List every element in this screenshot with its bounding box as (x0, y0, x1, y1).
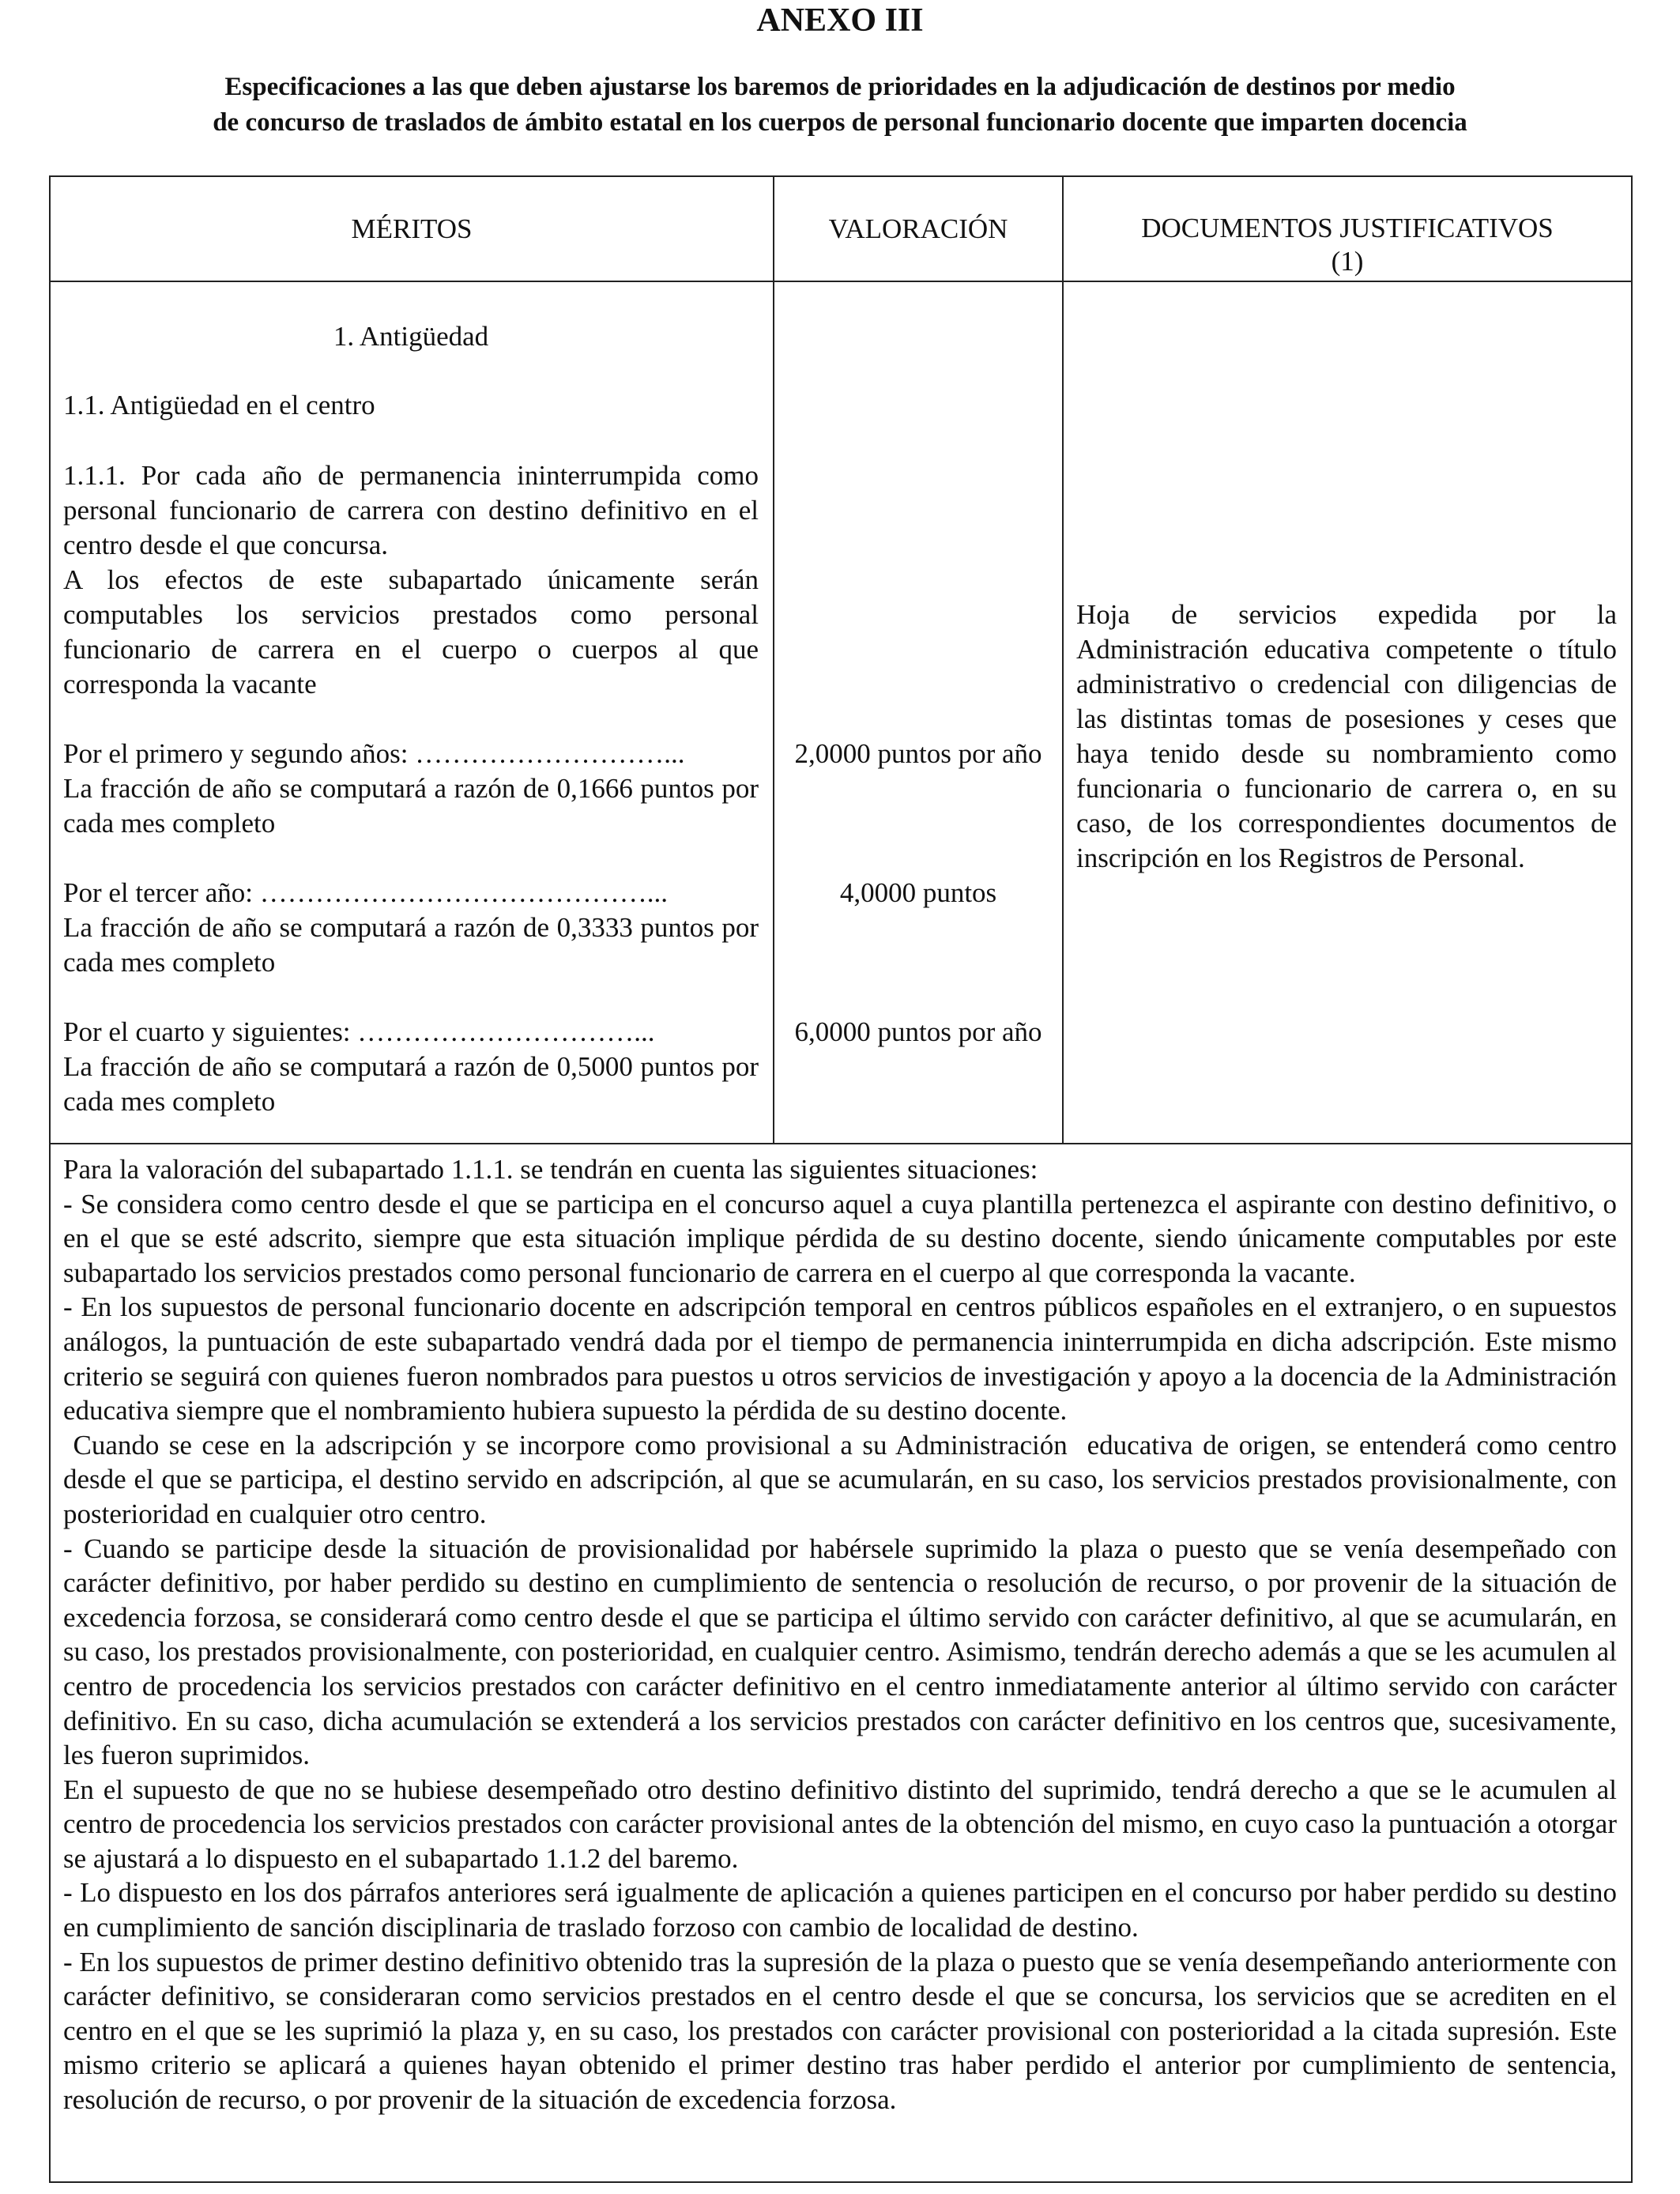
column-divider-1 (773, 175, 774, 1144)
header-documentos-label: DOCUMENTOS JUSTIFICATIVOS (1141, 213, 1554, 243)
header-divider (49, 281, 1633, 282)
notes-paragraph-4: - Cuando se participe desde la situación de provisionalidad por habérsele suprimido la plaza o puesto que se venía desempeñado con carácter definitivo, por haber perdido su destino en cumplimiento de sentencia o resolución de recurso, o por provenir de la situación de excedencia forzosa, se considerará como centro desde el que se participa el último servido con carácter definitivo, al que se acumularán, en su caso, los prestados provisionalmente, con posterioridad, en cualquier centro. Asimismo, tendrán derecho además a que se les acumulen al centro de procedencia los servicios prestados con carácter definitivo en el centro inmediatamente anterior al último servido con carácter definitivo. En su caso, dicha acumulación se extenderá a los servicios prestados con carácter definitivo en los centros que, sucesivamente, les fueron suprimidos. (63, 1532, 1617, 1771)
document-subtitle (47, 70, 1633, 141)
notes-paragraph-5: En el supuesto de que no se hubiese desempeñado otro destino definitivo distinto del suprimido, tendrá derecho a que se le acumulen al centro de procedencia los servicios prestados con carácter provisional antes de la obtención del mismo, en cuyo caso la puntuación a otorgar se ajustará a lo dispuesto en el subapartado 1.1.2 del baremo. (63, 1774, 1617, 1874)
notes-paragraph-1: - Se considera como centro desde el que se participa en el concurso aquel a cuya plantilla pertenezca el aspirante con destino definitivo, o en el que se esté adscrito, siempre que esta situación implique pérdida de su destino docente, siendo únicamente computables por este subapartado los servicios prestados como personal funcionario de carrera en el cuerpo al que corresponda la vacante. (63, 1188, 1617, 1288)
notes-paragraph-7: - En los supuestos de primer destino definitivo obtenido tras la supresión de la plaza o puesto que se venía desempeñando anteriormente con carácter definitivo, se consideraran como servicios prestados en el centro desde el que se concursa, los servicios que se acrediten en el centro en el que se les suprimió la plaza y, en su caso, los prestados con carácter provisional con posterioridad a la citada supresión. Este mismo criterio se aplicará a quienes hayan obtenido el primer destino tras haber perdido el anterior por cumplimiento de sentencia, resolución de recurso, o por provenir de la situación de excedencia forzosa. (63, 1946, 1617, 2116)
row2-fraction: La fracción de año se computará a razón de 0,3333 puntos por cada mes completo (63, 912, 759, 978)
valoracion-row1: 2,0000 puntos por año (794, 738, 1042, 769)
notes-paragraph-6: - Lo dispuesto en los dos párrafos anteriores será igualmente de aplicación a quienes participen en el concurso por haber perdido su destino en cumplimiento de sanción disciplinaria de traslado forzoso con cambio de localidad de destino. (63, 1877, 1617, 1943)
valoracion-row3: 6,0000 puntos por año (794, 1016, 1042, 1047)
item-111-text: 1.1.1. Por cada año de permanencia ininterrumpida como personal funcionario de carrera con destino definitivo en el centro desde el que concursa. (63, 460, 759, 560)
row1-fraction: La fracción de año se computará a razón de 0,1666 puntos por cada mes completo (63, 773, 759, 839)
subsection-title: 1.1. Antigüedad en el centro (63, 390, 375, 420)
documentos-text: Hoja de servicios expedida por la Administración educativa competente o título administrativo o credencial con diligencias de las distintas tomas de posesiones y ceses que haya tenido desde su nombramiento como funcionaria o funcionario de carrera o, en su caso, de los correspondientes documentos de inscripción en los Registros de Personal. (1076, 599, 1617, 873)
notes-section (63, 1152, 1624, 2117)
header-meritos: MÉRITOS (351, 213, 473, 244)
notes-paragraph-3: Cuando se cese en la adscripción y se incorpore como provisional a su Administración educativa de origen, se entenderá como centro desde el que se participa, el destino servido en adscripción, al que se acumularán, en su caso, los servicios prestados provisionalmente, con posterioridad en cualquier otro centro. (63, 1429, 1624, 1529)
row3-label: Por el cuarto y siguientes: …………………………... (63, 1016, 655, 1047)
subtitle-line-2: de concurso de traslados de ámbito estatal en los cuerpos de personal funcionario docente que imparten docencia (213, 108, 1467, 137)
valoracion-row2: 4,0000 puntos (839, 877, 997, 908)
row1-label: Por el primero y segundo años: ………………………... (63, 738, 685, 769)
header-valoracion: VALORACIÓN (828, 213, 1008, 244)
subtitle-line-1: Especificaciones a las que deben ajustarse los baremos de prioridades en la adjudicación de destinos por medio (224, 73, 1456, 101)
document-title: ANEXO III (756, 2, 924, 39)
section-title: 1. Antigüedad (333, 321, 489, 352)
notes-intro: Para la valoración del subapartado 1.1.1. se tendrán en cuenta las siguientes situaciones: (63, 1154, 1038, 1185)
row2-label: Por el tercer año: ……………………………………... (63, 877, 669, 908)
item-111-effects: A los efectos de este subapartado únicamente serán computables los servicios prestados como personal funcionario de carrera en el cuerpo o cuerpos al que corresponda la vacante (63, 564, 759, 699)
header-documentos-note: (1) (1331, 246, 1364, 277)
notes-divider (49, 1143, 1633, 1144)
row3-fraction: La fracción de año se computará a razón de 0,5000 puntos por cada mes completo (63, 1051, 759, 1117)
notes-paragraph-2: - En los supuestos de personal funcionario docente en adscripción temporal en centros públicos españoles en el extranjero, o en supuestos análogos, la puntuación de este subapartado vendrá dada por el tiempo de permanencia ininterrumpida en dicha adscripción. Este mismo criterio se seguirá con quienes fueron nombrados para puestos u otros servicios de investigación y apoyo a la docencia de la Administración educativa siempre que el nombramiento hubiera supuesto la pérdida de su destino docente. (63, 1291, 1617, 1427)
column-divider-2 (1062, 175, 1064, 1144)
header-documentos (1064, 212, 1631, 278)
